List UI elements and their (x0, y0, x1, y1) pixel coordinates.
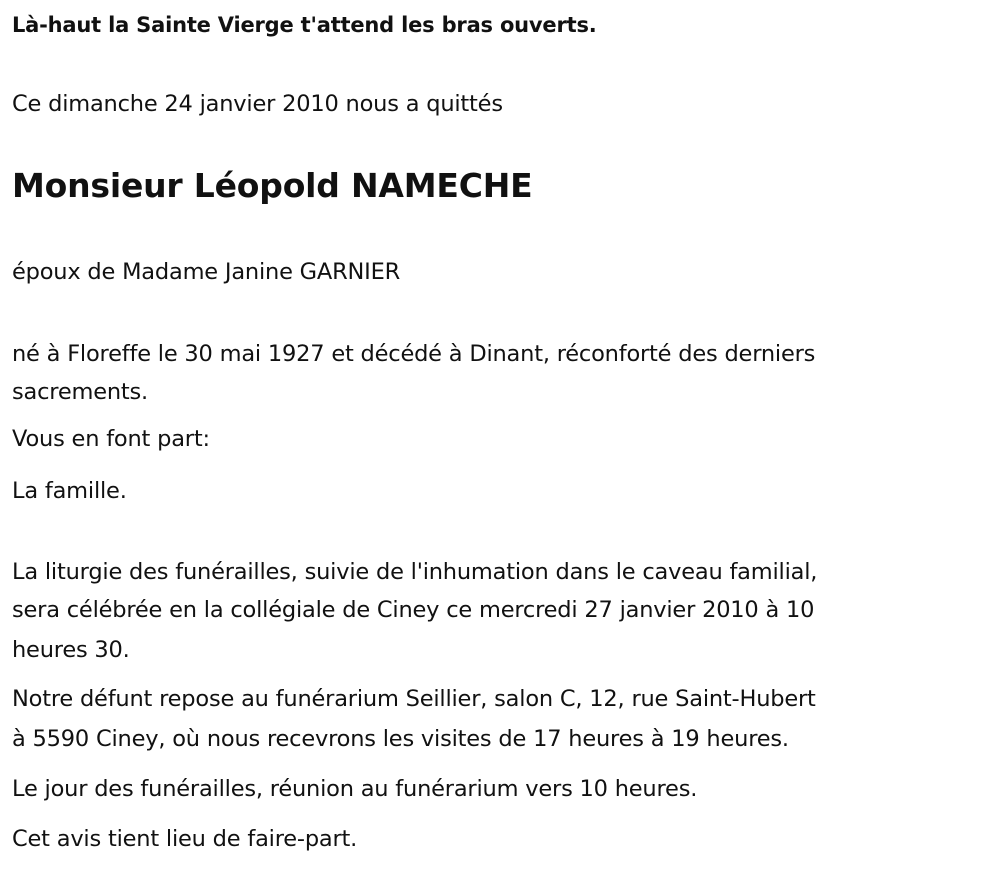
meeting-line: Le jour des funérailles, réunion au funérarium vers 10 heures. (12, 776, 698, 802)
closing-line: Cet avis tient lieu de faire-part. (12, 826, 358, 852)
liturgy-line-2: sera célébrée en la collégiale de Ciney ce mercredi 27 janvier 2010 à 10 (12, 597, 815, 623)
birth-line-1: né à Floreffe le 30 mai 1927 et décédé à Dinant, réconforté des derniers (12, 341, 816, 367)
deceased-name: Monsieur Léopold NAMECHE (12, 166, 533, 205)
family-line: La famille. (12, 478, 127, 504)
liturgy-line-3: heures 30. (12, 637, 130, 663)
spouse-line: époux de Madame Janine GARNIER (12, 259, 401, 285)
birth-line-2: sacrements. (12, 379, 148, 405)
rest-line-2: à 5590 Ciney, où nous recevrons les visites de 17 heures à 19 heures. (12, 726, 789, 752)
liturgy-line-1: La liturgie des funérailles, suivie de l'inhumation dans le caveau familial, (12, 559, 818, 585)
heading-quote: Là-haut la Sainte Vierge t'attend les bras ouverts. (12, 13, 597, 37)
rest-line-1: Notre défunt repose au funérarium Seillier, salon C, 12, rue Saint-Hubert (12, 686, 816, 712)
intro-line: Ce dimanche 24 janvier 2010 nous a quittés (12, 91, 503, 117)
announce-line: Vous en font part: (12, 426, 210, 452)
